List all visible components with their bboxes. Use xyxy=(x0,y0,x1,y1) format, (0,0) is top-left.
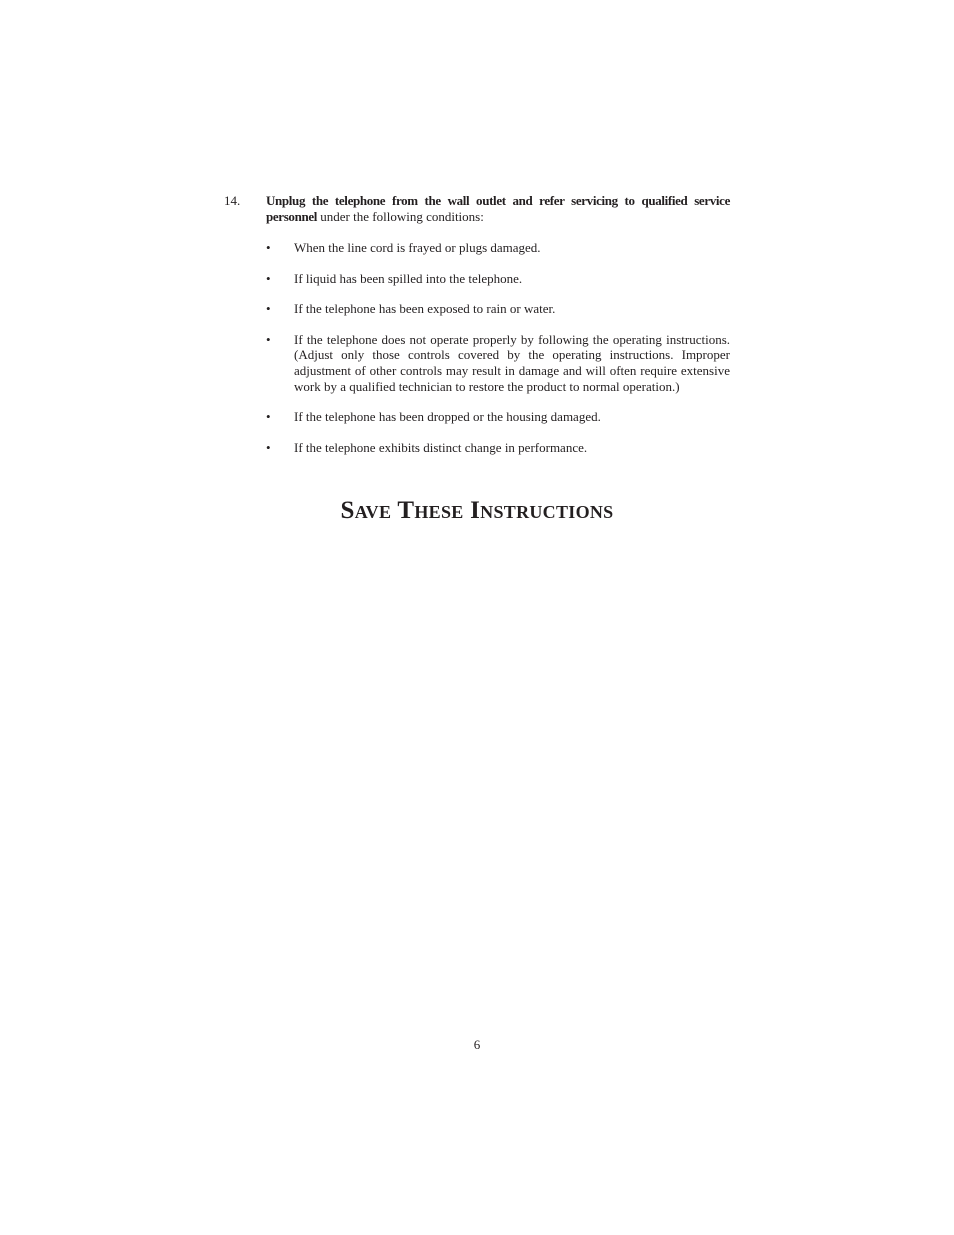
item-body xyxy=(266,193,730,455)
bullet-icon: • xyxy=(266,270,271,286)
item-lead xyxy=(266,193,730,225)
list-item-text: If the telephone has been dropped or the housing damaged. xyxy=(294,409,601,425)
list-item xyxy=(266,332,730,394)
list-item xyxy=(266,440,730,456)
list-item xyxy=(266,301,730,317)
condition-list xyxy=(266,240,730,455)
list-item-text: When the line cord is frayed or plugs damaged. xyxy=(294,240,541,255)
bullet-icon: • xyxy=(266,301,271,317)
item-lead-bold: Unplug the telephone from the wall outlet and refer servicing to qualified service personnel xyxy=(266,193,730,224)
list-item xyxy=(266,271,730,287)
item-lead-rest: under the following conditions: xyxy=(317,209,484,224)
bullet-icon: • xyxy=(266,240,271,255)
list-item xyxy=(266,409,730,425)
section-heading: Save These Instructions xyxy=(340,497,614,524)
list-item-text: If the telephone has been exposed to rain or water. xyxy=(294,301,556,317)
bullet-icon: • xyxy=(266,409,271,425)
bullet-icon: • xyxy=(266,331,271,347)
list-item-text: If the telephone exhibits distinct change in performance. xyxy=(294,439,588,455)
instruction-item-14 xyxy=(224,193,730,470)
page-number: 6 xyxy=(473,1037,481,1052)
item-number: 14. xyxy=(224,193,241,208)
list-item xyxy=(266,240,730,256)
bullet-icon: • xyxy=(266,439,271,455)
list-item-text: If liquid has been spilled into the telephone. xyxy=(294,270,523,286)
list-item-text: If the telephone does not operate properly by following the operating instructions. (Adjust only those controls covered by the operating instructions. Improper adjustment of other controls may result in damage and will often require extensive work by a qualified technician to restore the product to normal operation.) xyxy=(294,331,730,394)
